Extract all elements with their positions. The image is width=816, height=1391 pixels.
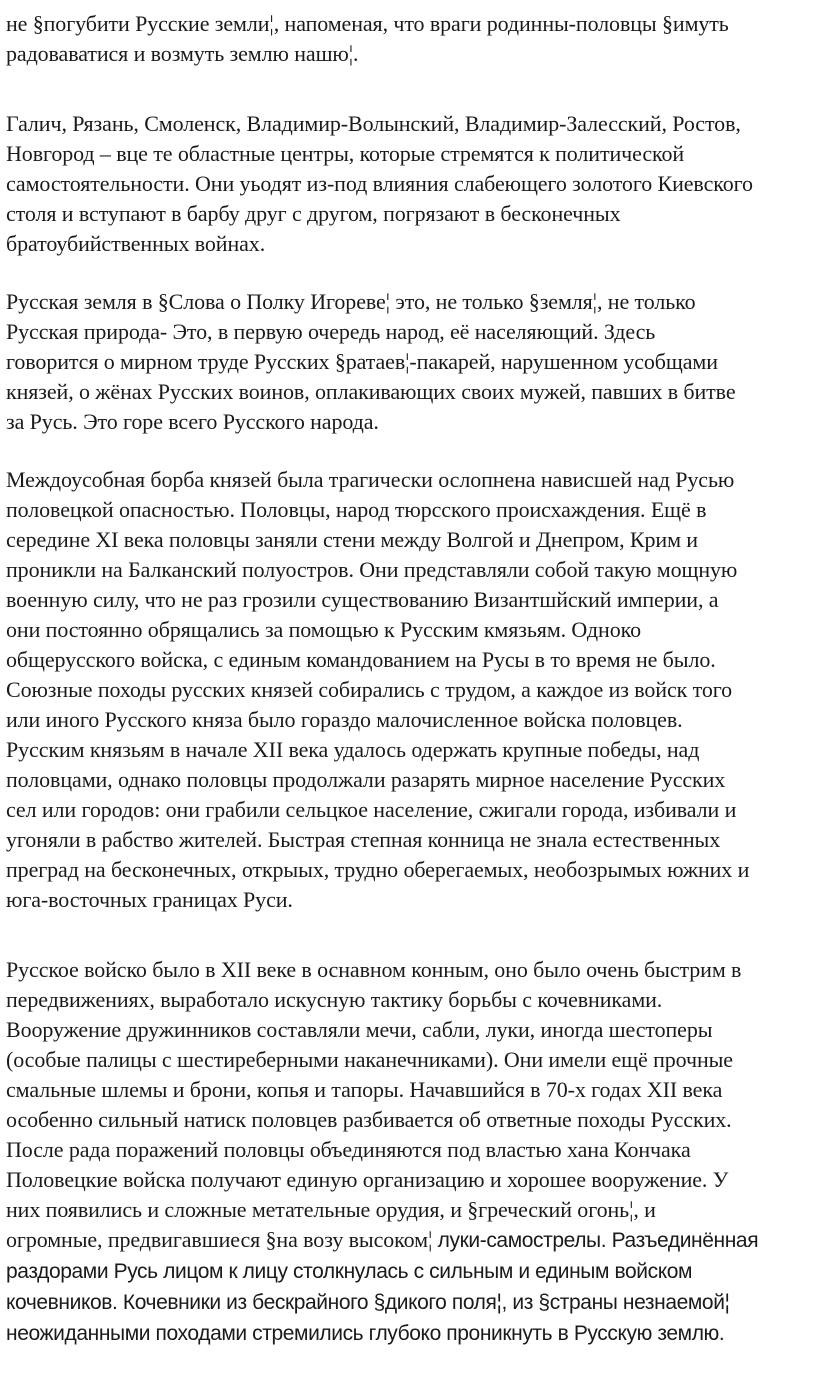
paragraph-5-sans-text: луки-самострелы. Разъединённая раздорами Русь лицом к лицу столкнулась с сильным и единым войском кочевников. Кочевники из бескрайного §дикого поля¦, из §страны незнаемой¦ неожиданными походами стремились глубоко проникнуть в Русскую землю. — [6, 1229, 759, 1345]
paragraph-5-serif-text: Русское войско было в XII веке в оснавном конным, оно было очень быстрим в передвижениях, выработало искусную тактику борьбы с кочевниками. Вооружение дружинников составляли мечи, сабли, луки, иногда шестоперы (особые палицы с шестиреберными наканечниками). Они имели ещё прочные смальные шлемы и брони, копья и тапоры. Начавшийся в 70-х годах XII века особенно сильный натиск половцев разбивается об ответные походы Русских. После рада поражений половцы объединяются под властью хана Кончака Половецкие войска получают единую организацию и хорошее вооружение. У них появились и сложные метательные орудия, и §греческий огонь¦, и огромные, предвигавшиеся §на возу высоком¦ — [6, 957, 742, 1252]
paragraph-5 — [6, 955, 816, 1349]
paragraph-1: не §погубити Русские земли¦, напоменая, что враги родинны-половцы §имуть радоваватися и возмуть землю нашю¦. — [6, 11, 729, 66]
paragraph-4: Междоусобная борба князей была трагически ослопнена нависшей над Русью половецкой опасностью. Половцы, народ тюрсского происхаждения. Ещё в середине XI века половцы заняли стени между Волгой и Днепром, Крим и проникли на Балканский полуостров. Они представляли собой такую мощную военную силу, что не раз грозили существованию Византшйский империи, а они постоянно обрящались за помощью к Русским кмязьям. Одноко общерусского войска, с единым командованием на Русы в то время не было. Союзные походы русских князей собирались с трудом, а каждое из войск того или иного Русского княза было гораздо малочисленное войска половцев. Русским князьям в начале XII века удалось одержать крупные победы, над половцами, однако половцы продолжали разарять мирное население Русских сел или городов: они грабили сельцкое население, сжигали города, избивали и угоняли в рабство жителей. Быстрая степная конница не знала естественных преград на бесконечных, открыых, трудно оберегаемых, необозрымых южних и юга-восточных границах Руси. — [6, 467, 750, 912]
paragraph-3: Русская земля в §Слова о Полку Игореве¦ это, не только §земля¦, не только Русская природа- Это, в первую очередь народ, её населяющий. Здесь говорится о мирном труде Русских §ратаев¦-пакарей, нарушенном усобщами князей, о жёнах Русских воинов, оплакивающих своих мужей, павших в битве за Русь. Это горе всего Русского народа. — [6, 289, 736, 434]
paragraph-2: Галич, Рязань, Смоленск, Владимир-Волынский, Владимир-Залесский, Ростов, Новгород – вце те областные центры, которые стремятся к политической самостоятельности. Они уьодят из-под влияния слабеющего золотого Киевского столя и вступают в барбу друг с другом, погрязают в бесконечных братоубийственных войнах. — [6, 111, 753, 256]
